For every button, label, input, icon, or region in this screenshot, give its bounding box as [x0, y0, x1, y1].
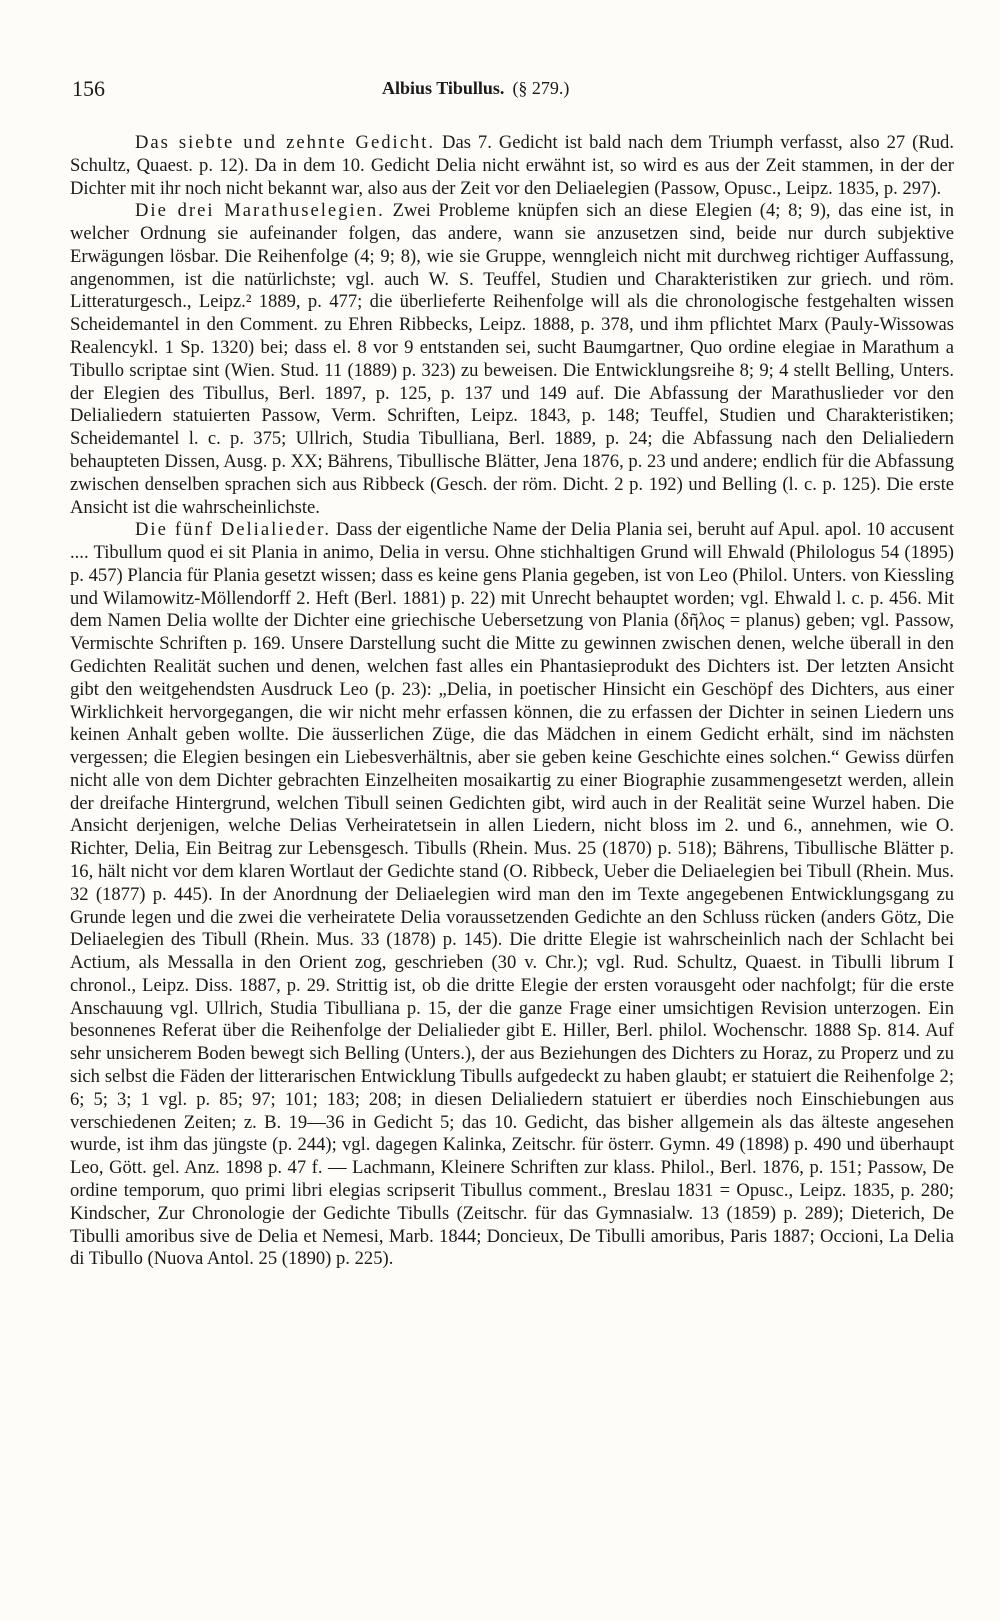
paragraph-marathuselegien [70, 200, 954, 519]
running-title-text: Albius Tibullus. [382, 78, 505, 98]
paragraph-heading: Die fünf Delialieder. [135, 519, 332, 541]
running-title [382, 78, 569, 99]
paragraph-text: Zwei Probleme knüpfen sich an diese Elegien (4; 8; 9), das eine ist, in welcher Ordnung sie aufeinander folgen, das andere, wann sie anzusetzen sind, beide nur durch subjektive Erwägungen lösbar. Die Reihenfolge (4; 9; 8), wie sie Gruppe, wenngleich nicht mit durchweg richtiger Auffassung, angenommen, ist die natürlichste; vgl. auch W. S. Teuffel, Studien und Charakteristiken zur griech. und röm. Litteraturgesch., Leipz.² 1889, p. 477; die überlieferte Reihenfolge will als die chronologische festgehalten wissen Scheidemantel in den Comment. zu Ehren Ribbecks, Leipz. 1888, p. 378, und ihm pflichtet Marx (Pauly-Wissowas Realencykl. 1 Sp. 1320) bei; dass el. 8 vor 9 entstanden sei, sucht Baumgartner, Quo ordine elegiae in Marathum a Tibullo scriptae sint (Wien. Stud. 11 (1889) p. 323) zu beweisen. Die Entwicklungsreihe 8; 9; 4 stellt Belling, Unters. der Elegien des Tibullus, Berl. 1897, p. 125, p. 137 und 149 auf. Die Abfassung der Marathuslieder vor den Delialiedern statuierten Passow, Verm. Schriften, Leipz. 1843, p. 148; Teuffel, Studien und Charakteristiken; Scheidemantel l. c. p. 375; Ullrich, Studia Tibulliana, Berl. 1889, p. 24; die Abfassung nach den Delialiedern behaupteten Dissen, Ausg. p. XX; Bährens, Tibullische Blätter, Jena 1876, p. 23 und andere; endlich für die Abfassung zwischen denselben sprachen sich aus Ribbeck (Gesch. der röm. Dicht. 2 p. 192) und Belling (l. c. p. 125). Die erste Ansicht ist die wahrscheinlichste. [70, 200, 955, 518]
paragraph-siebte-zehnte [70, 132, 954, 200]
body-text [70, 132, 954, 1271]
paragraph-text: Dass der eigentliche Name der Delia Plania sei, beruht auf Apul. apol. 10 accusent .... Tibullum quod ei sit Plania in animo, Delia in versu. Ohne stichhaltigen Grund will Ehwald (Philologus 54 (1895) p. 457) Plancia für Plania gesetzt wissen; dass es keine gens Plania gegeben, ist von Leo (Philol. Unters. von Kiessling und Wilamowitz-Möllendorff 2. Heft (Berl. 1881) p. 22) mit Unrecht behauptet worden; vgl. Ehwald l. c. p. 456. Mit dem Namen Delia wollte der Dichter eine griechische Uebersetzung von Plania (δῆλος = planus) geben; vgl. Passow, Vermischte Schriften p. 169. Unsere Darstellung sucht die Mitte zu gewinnen zwischen denen, welche überall in den Gedichten Realität suchen und denen, welchen fast alles ein Phantasieprodukt des Dichters ist. Der letzten Ansicht gibt den weitgehendsten Ausdruck Leo (p. 23): „Delia, in poetischer Hinsicht ein Geschöpf des Dichters, aus einer Wirklichkeit hervorgegangen, die wir nicht mehr erfassen können, die zu erfassen der Dichter in seinen Liedern uns keinen Anhalt geben wollte. Die äusserlichen Züge, die das Mädchen in einem Gedicht erhält, sind im nächsten vergessen; die Elegien besingen ein Liebesverhältnis, aber sie geben keine Geschichte eines solchen.“ Gewiss dürfen nicht alle von dem Dichter gebrachten Einzelheiten mosaikartig zu einer Biographie zusammengesetzt werden, allein der dreifache Hintergrund, welchen Tibull seinen Gedichten gibt, wird auch in der Realität seine Wurzel haben. Die Ansicht derjenigen, welche Delias Verheiratetsein in allen Liedern, nicht bloss im 2. und 6., annehmen, wie O. Richter, Delia, Ein Beitrag zur Lebensgesch. Tibulls (Rhein. Mus. 25 (1870) p. 518); Bährens, Tibullische Blätter p. 16, hält nicht vor dem klaren Wortlaut der Gedichte stand (O. Ribbeck, Ueber die Deliaelegien bei Tibull (Rhein. Mus. 32 (1877) p. 445). In der Anordnung der Deliaelegien wird man den im Texte angegebenen Entwicklungsgang zu Grunde legen und die zwei die verheiratete Delia voraussetzenden Gedichte an den Schluss rücken (anders Götz, Die Deliaelegien des Tibull (Rhein. Mus. 33 (1878) p. 145). Die dritte Elegie ist wahrscheinlich nach der Schlacht bei Actium, als Messalla in den Orient zog, geschrieben (30 v. Chr.); vgl. Rud. Schultz, Quaest. in Tibulli librum I chronol., Leipz. Diss. 1887, p. 29. Strittig ist, ob die dritte Elegie der ersten vorausgeht oder nachfolgt; für die erste Anschauung vgl. Ullrich, Studia Tibulliana p. 15, der die ganze Frage einer umsichtigen Revision unterzogen. Ein besonnenes Referat über die Reihenfolge der Delialieder gibt E. Hiller, Berl. philol. Wochenschr. 1888 Sp. 814. Auf sehr unsicherem Boden bewegt sich Belling (Unters.), der aus Beziehungen des Dichters zu Horaz, zu Properz und zu sich selbst die Fäden der litterarischen Entwicklung Tibulls aufgedeckt zu haben glaubt; er statuiert die Reihenfolge 2; 6; 5; 3; 1 vgl. p. 85; 97; 101; 183; 208; in diesen Delialiedern statuiert er überdies noch Einschiebungen aus verschiedenen Zeiten; z. B. 19—36 in Gedicht 5; das 10. Gedicht, das bisher allgemein als das älteste angesehen wurde, ist ihm das jüngste (p. 244); vgl. dagegen Kalinka, Zeitschr. für österr. Gymn. 49 (1898) p. 490 und überhaupt Leo, Gött. gel. Anz. 1898 p. 47 f. — Lachmann, Kleinere Schriften zur klass. Philol., Berl. 1876, p. 151; Passow, De ordine temporum, quo primi libri elegias scripserit Tibullus comment., Breslau 1831 = Opusc., Leipz. 1835, p. 280; Kindscher, Zur Chronologie der Gedichte Tibulls (Zeitschr. für das Gymnasialw. 13 (1859) p. 289); Dieterich, De Tibulli amoribus sive de Delia et Nemesi, Marb. 1844; Doncieux, De Tibulli amoribus, Paris 1887; Occioni, La Delia di Tibullo (Nuova Antol. 25 (1890) p. 225). [70, 519, 954, 1270]
paragraph-text: Das 7. Gedicht ist bald nach dem Triumph verfasst, also 27 (Rud. Schultz, Quaest. p. 12). Da in dem 10. Gedicht Delia nicht erwähnt ist, so wird es aus der Zeit stammen, in der der Dichter mit ihr noch nicht bekannt war, also aus der Zeit vor den Deliaelegien (Passow, Opusc., Leipz. 1835, p. 297). [70, 132, 954, 199]
section-number: (§ 279.) [512, 78, 570, 98]
paragraph-heading: Das siebte und zehnte Gedicht. [135, 132, 436, 153]
paragraph-delialieder [70, 519, 954, 1271]
running-head [72, 76, 662, 106]
paragraph-heading: Die drei Marathuselegien. [135, 200, 385, 222]
page-number: 156 [72, 76, 105, 101]
